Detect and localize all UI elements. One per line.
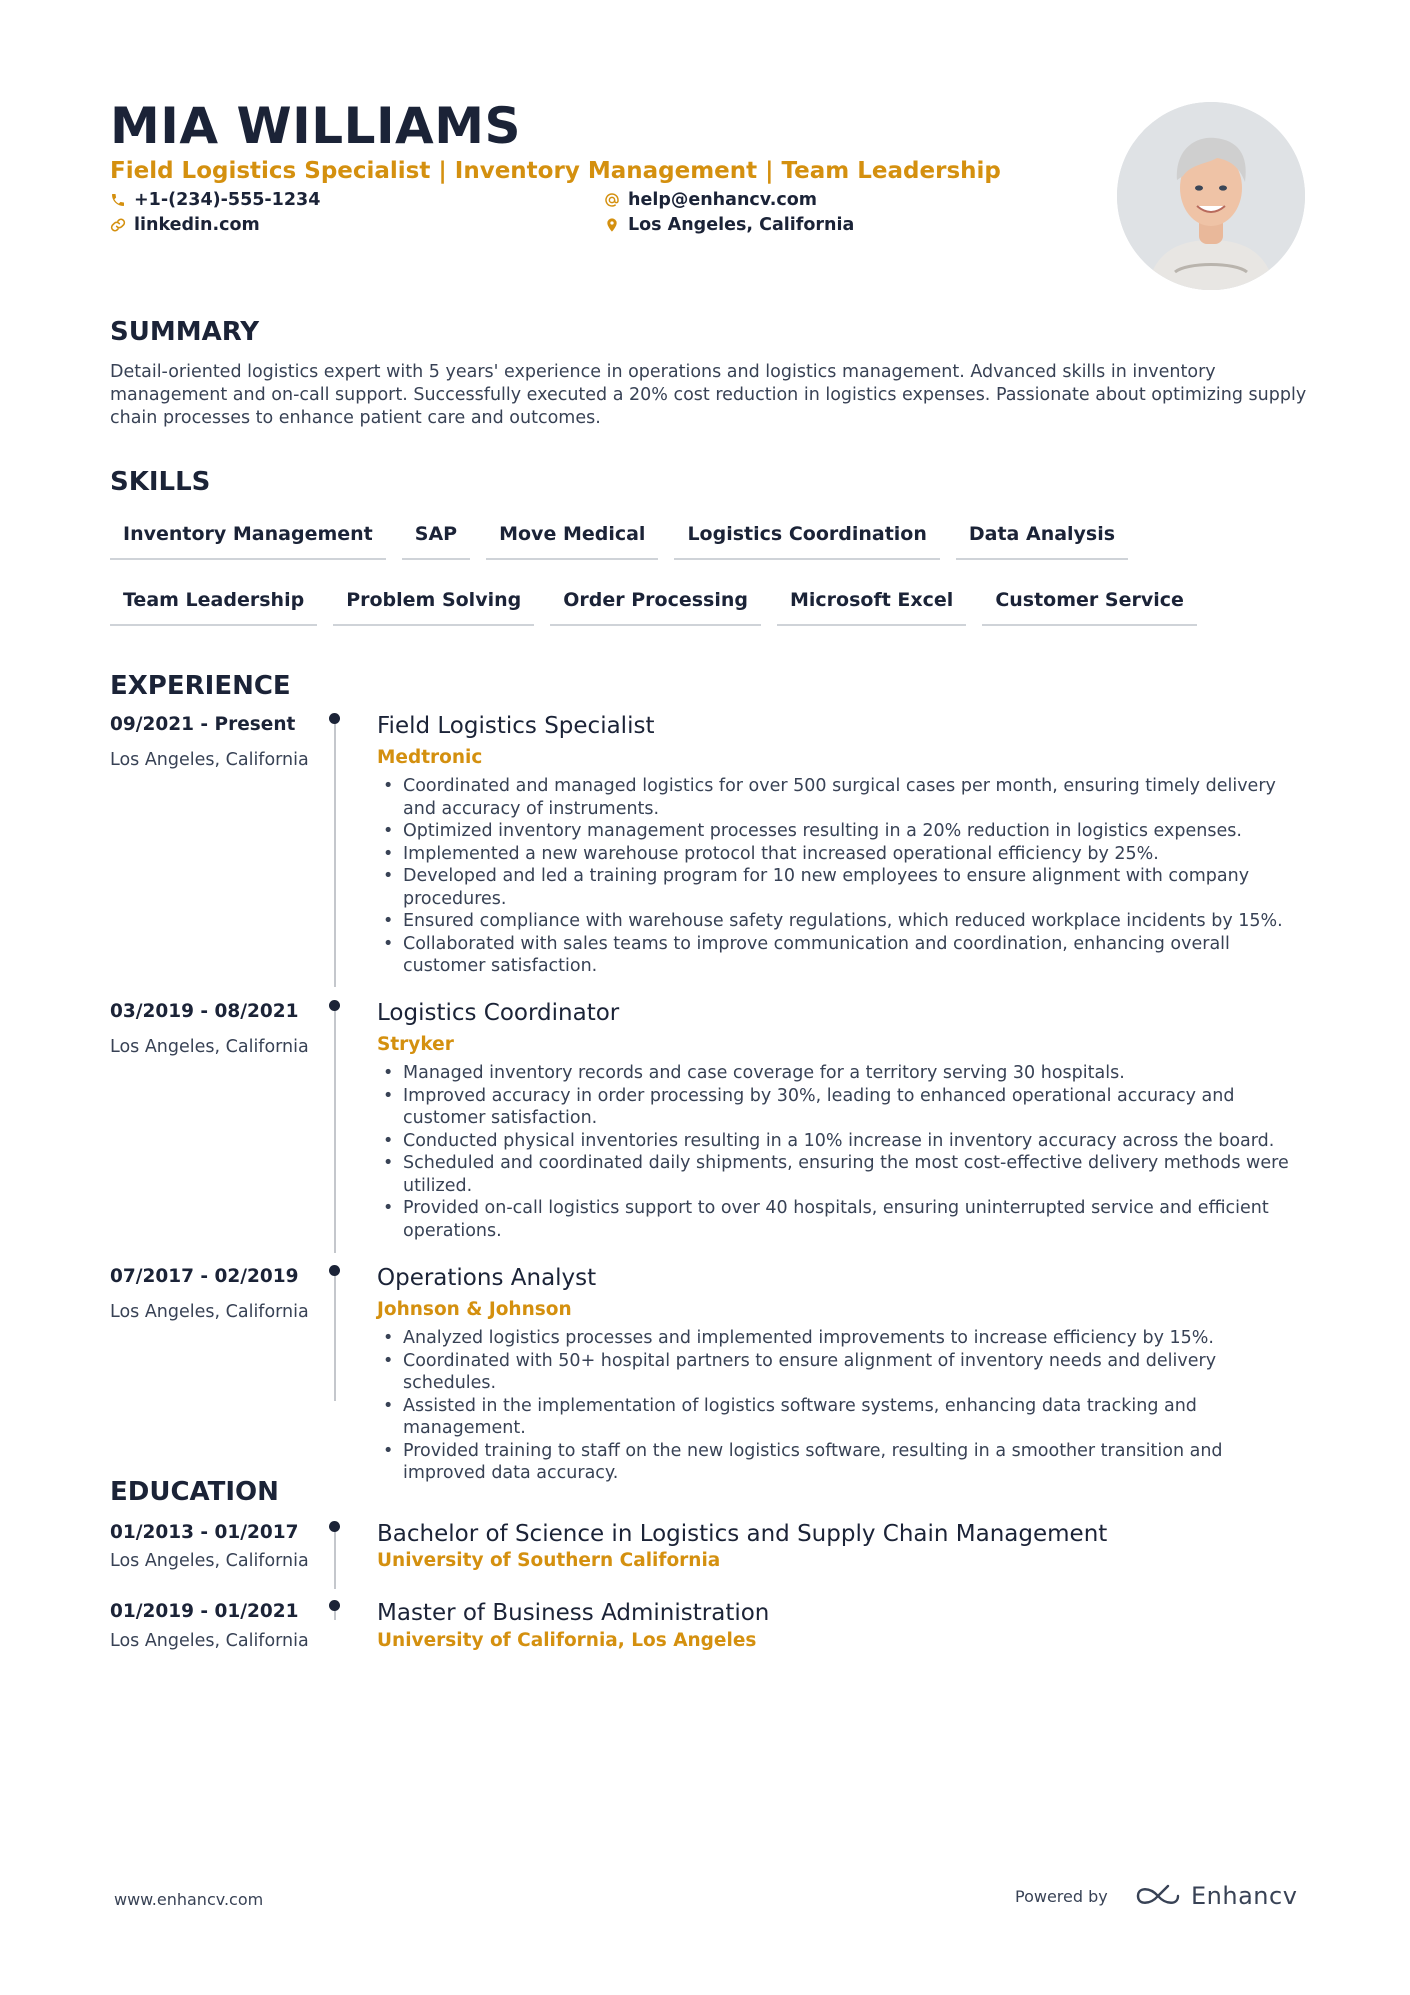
enhancv-logo[interactable] xyxy=(1135,1881,1297,1911)
at-icon xyxy=(604,192,620,208)
job-date: 03/2019 - 08/2021 xyxy=(110,1001,299,1022)
timeline-line xyxy=(334,719,336,987)
timeline-dot xyxy=(329,713,340,724)
skill-tag: Logistics Coordination xyxy=(674,516,939,560)
job-title: Logistics Coordinator xyxy=(377,1000,620,1026)
job-bullet: • Optimized inventory management processes resulting in a 20% reduction in logistics expenses. xyxy=(377,820,1307,843)
edu-location: Los Angeles, California xyxy=(110,1551,309,1571)
phone-icon xyxy=(110,192,126,208)
location-pin-icon xyxy=(604,217,620,233)
timeline-dot xyxy=(329,1265,340,1276)
contact-location xyxy=(604,213,854,237)
skill-tag: Team Leadership xyxy=(110,582,317,626)
skill-tag: Data Analysis xyxy=(956,516,1128,560)
job-location: Los Angeles, California xyxy=(110,750,309,770)
job-bullets xyxy=(377,1327,1307,1485)
candidate-name: MIA WILLIAMS xyxy=(110,97,522,155)
location-text: Los Angeles, California xyxy=(628,215,855,235)
skill-tag: Move Medical xyxy=(486,516,658,560)
edu-school: University of California, Los Angeles xyxy=(377,1630,757,1651)
contact-email[interactable] xyxy=(604,188,817,212)
linkedin-text[interactable]: linkedin.com xyxy=(134,215,260,235)
job-bullet: • Improved accuracy in order processing by 30%, leading to enhanced operational accuracy and customer satisfaction. xyxy=(377,1085,1307,1130)
job-bullet: • Coordinated with 50+ hospital partners to ensure alignment of inventory needs and delivery schedules. xyxy=(377,1350,1307,1395)
timeline-line xyxy=(334,1006,336,1253)
candidate-tagline: Field Logistics Specialist | Inventory Management | Team Leadership xyxy=(110,158,1001,184)
edu-school: University of Southern California xyxy=(377,1550,721,1571)
timeline-line xyxy=(334,1527,336,1589)
footer-website[interactable]: www.enhancv.com xyxy=(114,1890,264,1909)
job-bullets xyxy=(377,775,1307,978)
edu-location: Los Angeles, California xyxy=(110,1631,309,1651)
contact-linkedin[interactable] xyxy=(110,213,260,237)
timeline-dot xyxy=(329,1000,340,1011)
edu-date: 01/2013 - 01/2017 xyxy=(110,1522,299,1543)
job-title: Field Logistics Specialist xyxy=(377,713,655,739)
job-location: Los Angeles, California xyxy=(110,1037,309,1057)
link-icon xyxy=(110,217,126,233)
job-title: Operations Analyst xyxy=(377,1265,597,1291)
enhancv-logo-text: Enhancv xyxy=(1191,1882,1298,1910)
job-bullet: • Scheduled and coordinated daily shipments, ensuring the most cost-effective delivery methods were utilized. xyxy=(377,1152,1307,1197)
phone-text: +1-(234)-555-1234 xyxy=(134,190,321,210)
skill-tag: Problem Solving xyxy=(333,582,534,626)
skill-tag: SAP xyxy=(402,516,470,560)
job-date: 07/2017 - 02/2019 xyxy=(110,1266,299,1287)
profile-photo xyxy=(1117,102,1305,290)
job-location: Los Angeles, California xyxy=(110,1302,309,1322)
job-bullet: • Assisted in the implementation of logistics software systems, enhancing data tracking and management. xyxy=(377,1395,1307,1440)
edu-degree: Bachelor of Science in Logistics and Supply Chain Management xyxy=(377,1521,1108,1547)
edu-date: 01/2019 - 01/2021 xyxy=(110,1601,299,1622)
edu-degree: Master of Business Administration xyxy=(377,1600,770,1626)
experience-heading: EXPERIENCE xyxy=(110,671,291,701)
skill-tag: Customer Service xyxy=(982,582,1197,626)
enhancv-logo-icon xyxy=(1135,1883,1181,1909)
job-bullets xyxy=(377,1062,1307,1242)
job-bullet: • Provided on-call logistics support to over 40 hospitals, ensuring uninterrupted service and efficient operations. xyxy=(377,1197,1307,1242)
timeline-dot xyxy=(329,1521,340,1532)
job-bullet: • Managed inventory records and case coverage for a territory serving 30 hospitals. xyxy=(377,1062,1307,1085)
job-date: 09/2021 - Present xyxy=(110,714,296,735)
skill-tag: Order Processing xyxy=(550,582,761,626)
job-bullet: • Implemented a new warehouse protocol that increased operational efficiency by 25%. xyxy=(377,843,1307,866)
job-bullet: • Analyzed logistics processes and implemented improvements to increase efficiency by 15%. xyxy=(377,1327,1307,1350)
job-bullet: • Collaborated with sales teams to improve communication and coordination, enhancing overall customer satisfaction. xyxy=(377,933,1307,978)
summary-text: Detail-oriented logistics expert with 5 years' experience in operations and logistics management. Advanced skills in inventory management and on-call support. Successfully executed a 20% cost reduction in logistics expenses. Passionate about optimizing supply chain processes to enhance patient care and outcomes. xyxy=(110,362,1307,428)
skills-list xyxy=(110,516,1310,626)
job-bullet: • Conducted physical inventories resulting in a 10% increase in inventory accuracy across the board. xyxy=(377,1130,1307,1153)
education-heading: EDUCATION xyxy=(110,1477,279,1507)
skill-tag: Microsoft Excel xyxy=(777,582,966,626)
timeline-dot xyxy=(329,1600,340,1611)
email-text[interactable]: help@enhancv.com xyxy=(628,190,818,210)
job-company: Medtronic xyxy=(377,747,483,768)
job-bullet: • Ensured compliance with warehouse safety regulations, which reduced workplace incidents by 15%. xyxy=(377,910,1307,933)
summary-heading: SUMMARY xyxy=(110,317,260,347)
job-bullet: • Provided training to staff on the new logistics software, resulting in a smoother transition and improved data accuracy. xyxy=(377,1440,1307,1485)
skill-tag: Inventory Management xyxy=(110,516,386,560)
skills-heading: SKILLS xyxy=(110,467,211,497)
job-bullet: • Developed and led a training program for 10 new employees to ensure alignment with company procedures. xyxy=(377,865,1307,910)
timeline-line xyxy=(334,1271,336,1401)
job-bullet: • Coordinated and managed logistics for over 500 surgical cases per month, ensuring timely delivery and accuracy of instruments. xyxy=(377,775,1307,820)
contact-phone xyxy=(110,188,320,212)
job-company: Stryker xyxy=(377,1034,454,1055)
job-company: Johnson & Johnson xyxy=(377,1299,572,1320)
footer-powered-by: Powered by xyxy=(1015,1887,1108,1906)
